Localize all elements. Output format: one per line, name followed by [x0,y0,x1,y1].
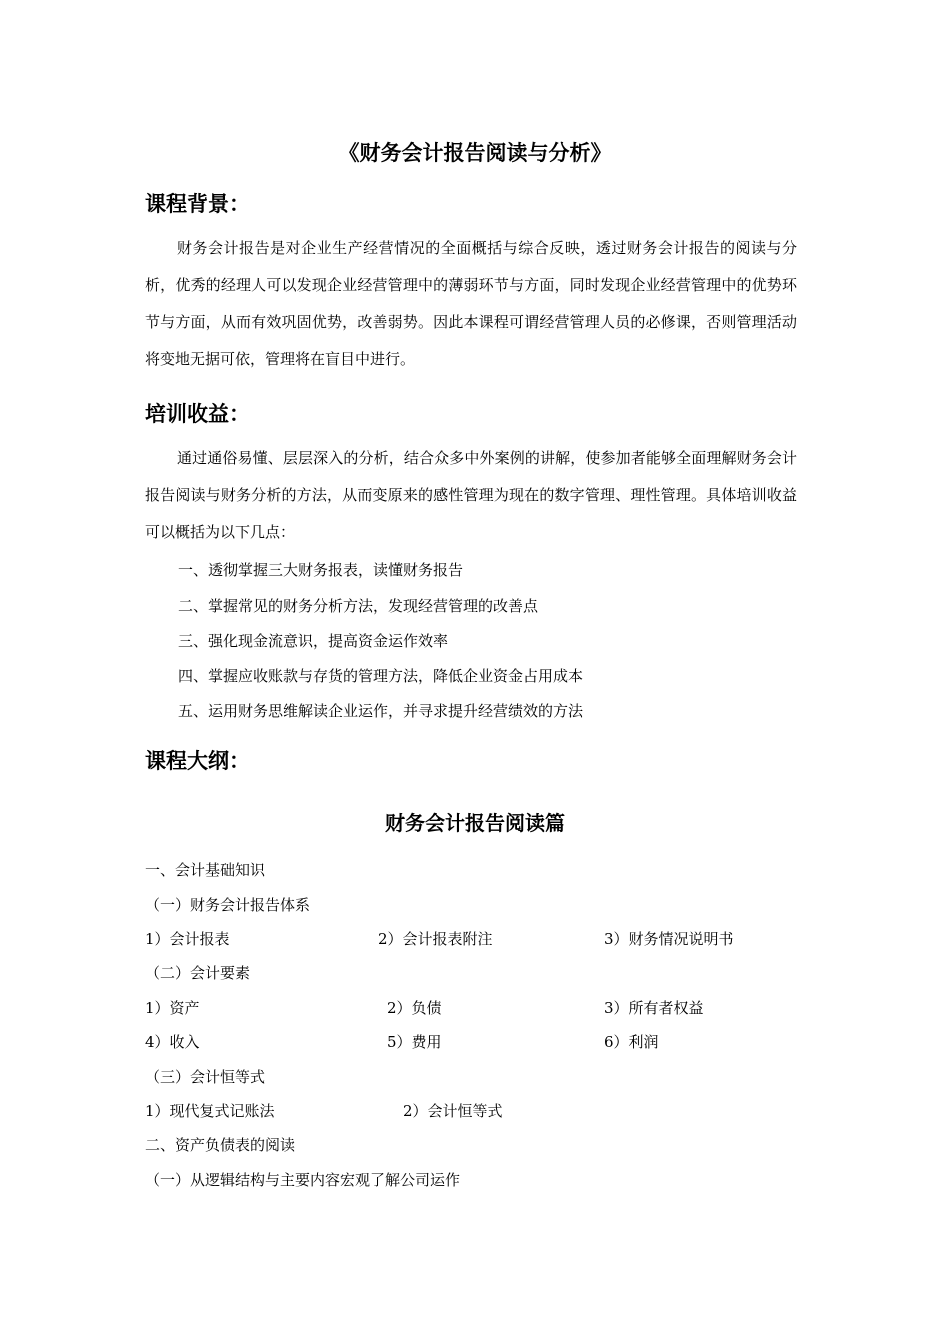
outline-sub-3: （三）会计恒等式 [145,1068,266,1086]
outline-sub-1: （一）财务会计报告体系 [145,896,311,914]
outline-item: 1）资产 [145,999,200,1017]
benefit-item: 二、掌握常见的财务分析方法，发现经营管理的改善点 [178,597,539,615]
outline-item: 4）收入 [145,1033,200,1051]
outline-heading: 课程大纲： [145,749,250,773]
outline-item: 1）会计报表 [145,930,230,948]
benefit-item: 五、运用财务思维解读企业运作，并寻求提升经营绩效的方法 [178,702,584,720]
benefit-item: 四、掌握应收账款与存货的管理方法，降低企业资金占用成本 [178,667,584,685]
outline-part-1: 一、会计基础知识 [145,861,266,879]
outline-sub-2: （二）会计要素 [145,964,251,982]
outline-item: 3）所有者权益 [604,999,704,1017]
benefit-item: 三、强化现金流意识，提高资金运作效率 [178,632,449,650]
outline-item: 2）会计报表附注 [378,930,493,948]
outline-item: 1）现代复式记账法 [145,1102,275,1120]
outline-item: 5）费用 [387,1033,442,1051]
outline-section-title: 财务会计报告阅读篇 [385,811,565,835]
benefits-heading: 培训收益： [145,402,250,426]
background-heading: 课程背景： [145,192,250,216]
benefit-item: 一、透彻掌握三大财务报表，读懂财务报告 [178,561,464,579]
outline-item: 2）会计恒等式 [403,1102,503,1120]
outline-item: 2）负债 [387,999,442,1017]
outline-item: 6）利润 [604,1033,659,1051]
benefits-paragraph: 通过通俗易懂、层层深入的分析，结合众多中外案例的讲解，使参加者能够全面理解财务会计报告阅读与财务分析的方法，从而变原来的感性管理为现在的数字管理、理性管理。具体培训收益可以概括为以下几点： [145,449,797,541]
document-title: 《财务会计报告阅读与分析》 [338,141,612,165]
outline-part-2: 二、资产负债表的阅读 [145,1136,296,1154]
background-paragraph: 财务会计报告是对企业生产经营情况的全面概括与综合反映，透过财务会计报告的阅读与分析，优秀的经理人可以发现企业经营管理中的薄弱环节与方面，同时发现企业经营管理中的优势环节与方面，从而有效巩固优势，改善弱势。因此本课程可谓经营管理人员的必修课，否则管理活动将变地无据可依，管理将在盲目中进行。 [145,239,797,368]
outline-part-2-sub-1: （一）从逻辑结构与主要内容宏观了解公司运作 [145,1171,461,1189]
outline-item: 3）财务情况说明书 [604,930,734,948]
